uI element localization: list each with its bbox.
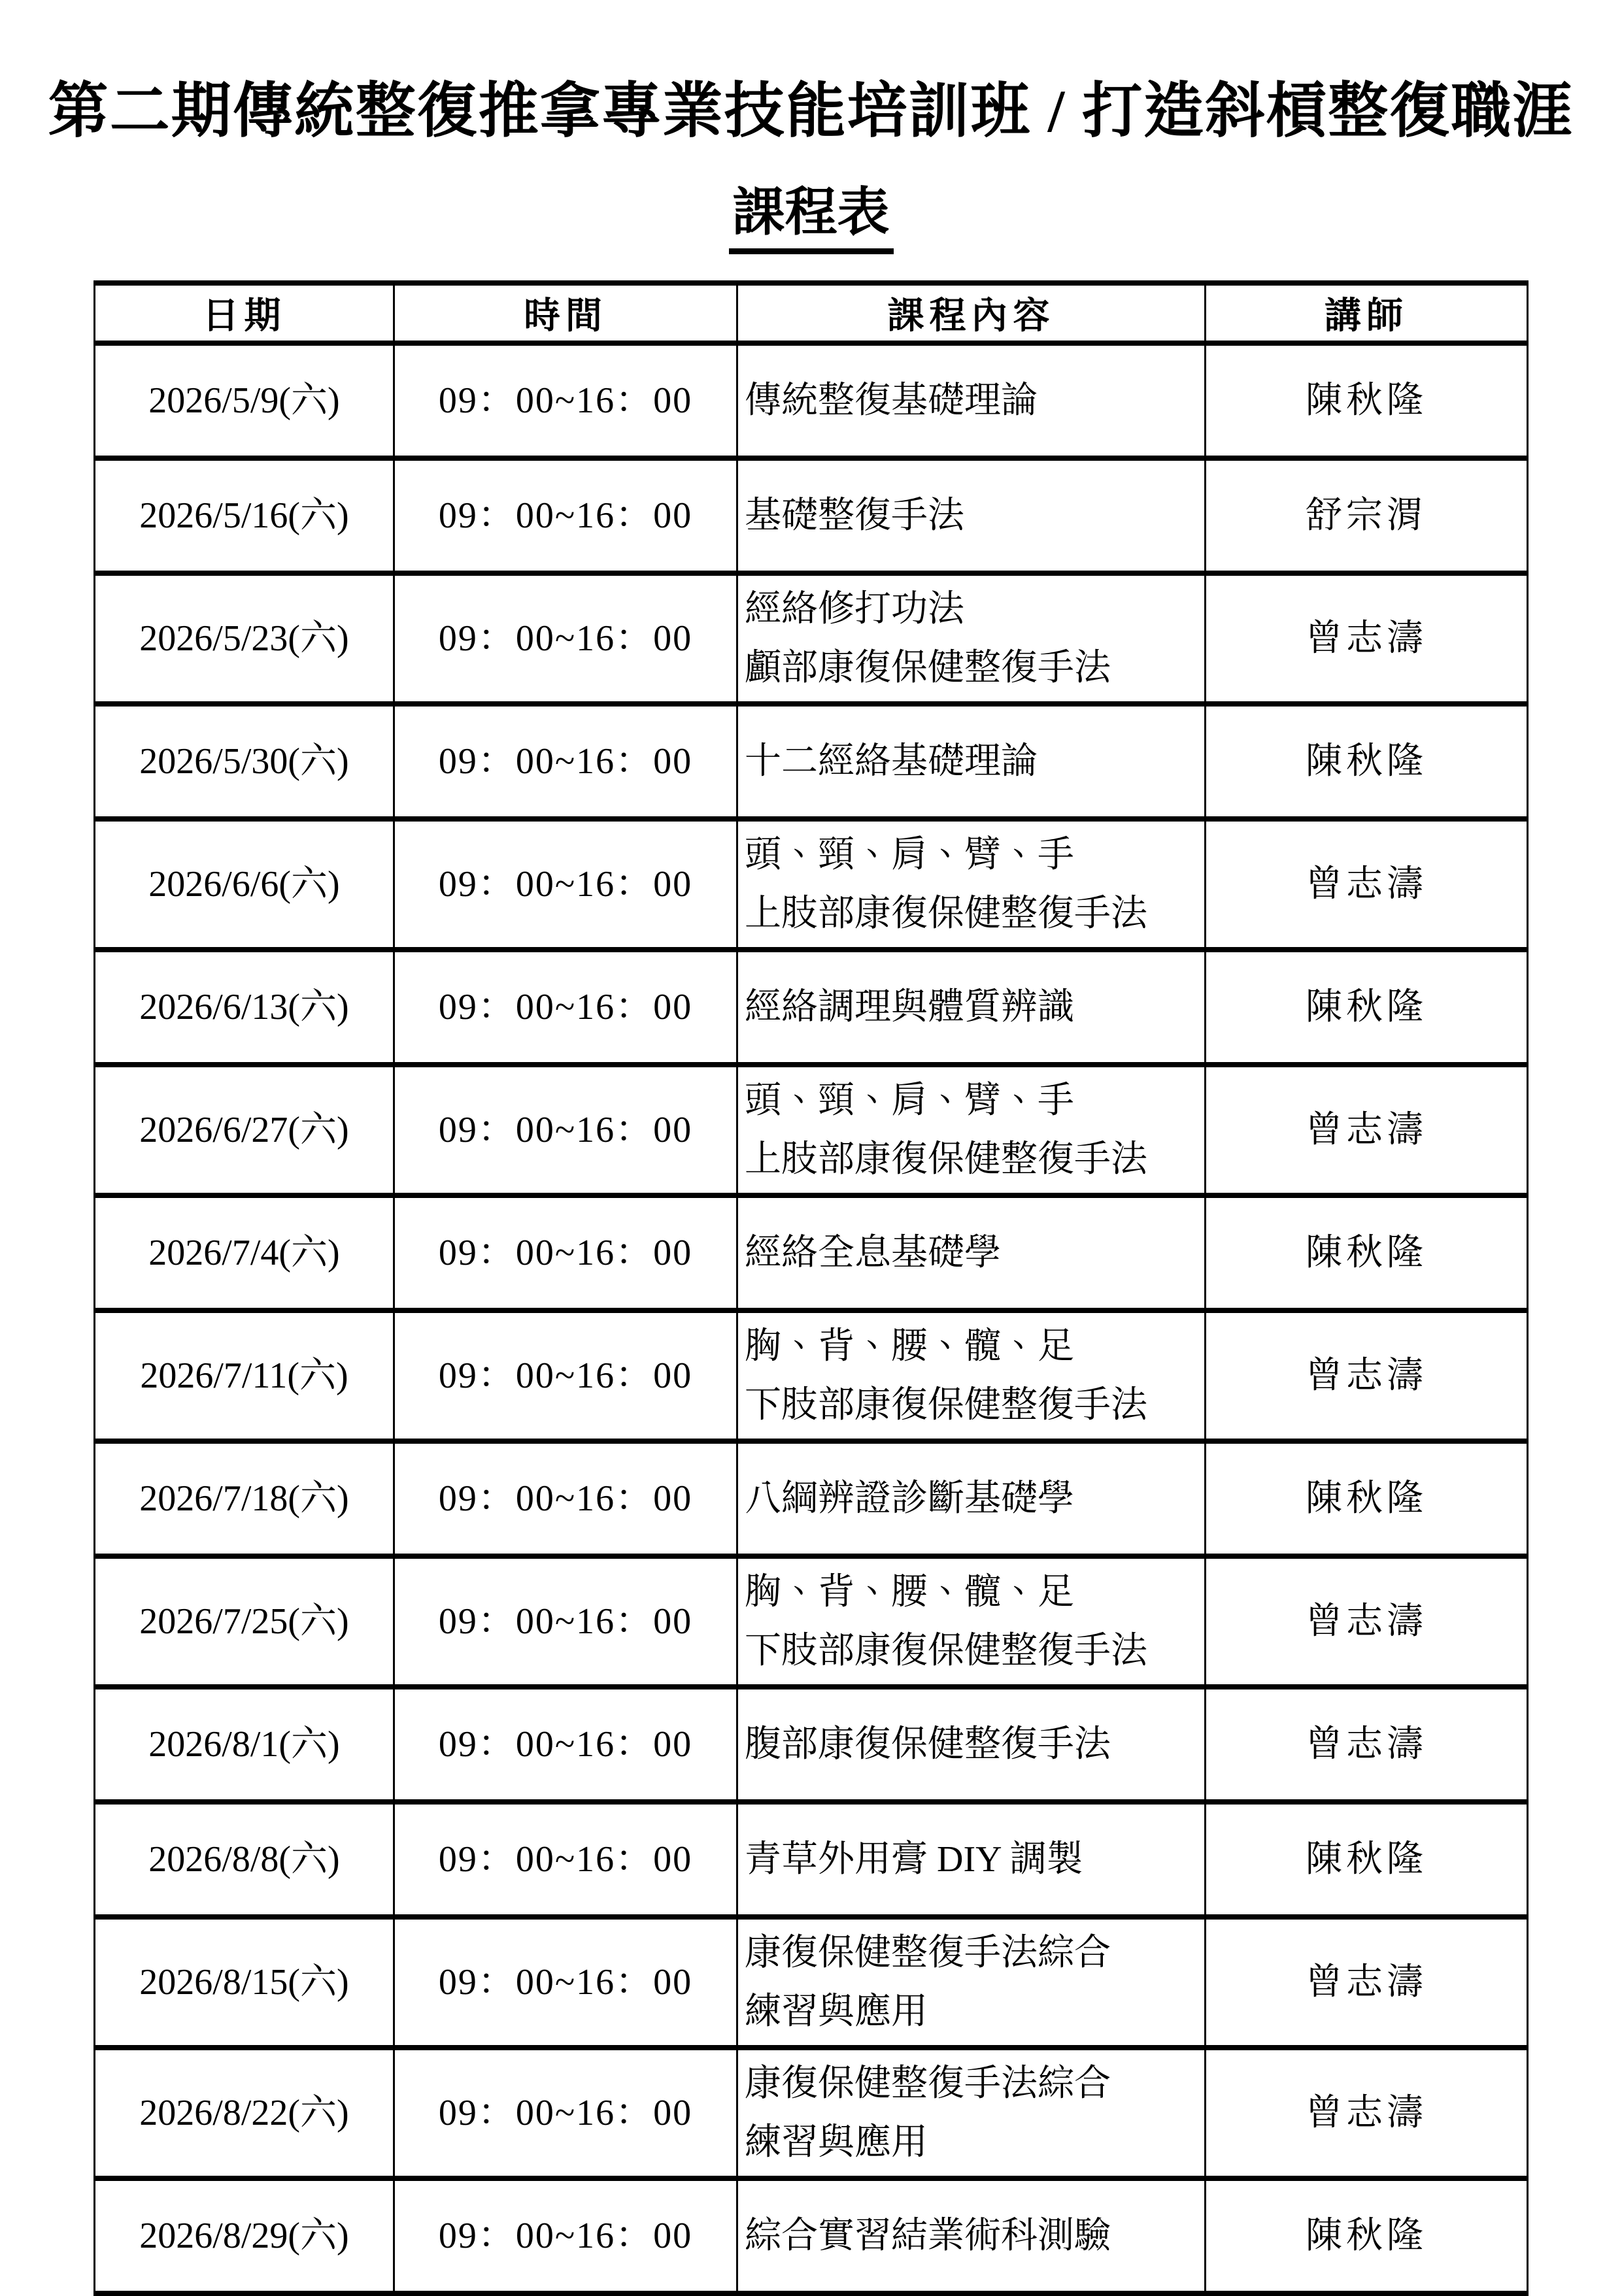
content-cell <box>737 704 1206 819</box>
text-line: 09：00~16：00 <box>438 618 693 659</box>
table-row <box>95 2048 1528 2178</box>
content-cell <box>737 343 1206 458</box>
text-line: 舒宗渭 <box>1306 495 1427 536</box>
date-cell <box>95 950 394 1065</box>
text-line: 八綱辨證診斷基礎學 <box>745 1478 1074 1519</box>
text-line: 練習與應用 <box>745 2121 928 2163</box>
date-cell <box>95 1441 394 1556</box>
table-header <box>95 283 1528 343</box>
text-line: 2026/8/1(六) <box>148 1723 340 1765</box>
instructor-cell <box>1206 343 1528 458</box>
text-line: 下肢部康復保健整復手法 <box>745 1384 1147 1425</box>
date-cell <box>95 819 394 950</box>
text-line: 曾志濤 <box>1306 2092 1427 2133</box>
text-line: 曾志濤 <box>1306 1355 1427 1396</box>
time-cell <box>394 819 737 950</box>
instructor-cell <box>1206 2048 1528 2178</box>
time-cell <box>394 1917 737 2048</box>
text-line: 2026/6/6(六) <box>148 863 340 905</box>
text-line: 陳秋隆 <box>1306 740 1427 782</box>
table-row <box>95 1310 1528 1441</box>
text-line: 09：00~16：00 <box>438 380 693 421</box>
date-cell <box>95 1310 394 1441</box>
table-header-row <box>95 283 1528 343</box>
text-line: 曾志濤 <box>1306 1109 1427 1150</box>
text-line: 頭、頸、肩、臂、手 <box>745 834 1074 875</box>
text-line: 09：00~16：00 <box>438 2092 693 2133</box>
time-cell <box>394 1065 737 1195</box>
date-cell <box>95 573 394 704</box>
date-cell <box>95 343 394 458</box>
date-cell <box>95 1687 394 1802</box>
instructor-cell <box>1206 1441 1528 1556</box>
text-line: 09：00~16：00 <box>438 1109 693 1150</box>
text-line: 經絡全息基礎學 <box>745 1232 1001 1273</box>
text-line: 2026/5/30(六) <box>139 740 349 782</box>
content-cell <box>737 1441 1206 1556</box>
text-line: 09：00~16：00 <box>438 986 693 1027</box>
instructor-cell <box>1206 573 1528 704</box>
text-line: 練習與應用 <box>745 1991 928 2032</box>
table-row <box>95 1917 1528 2048</box>
content-cell <box>737 573 1206 704</box>
instructor-cell <box>1206 2178 1528 2293</box>
date-cell <box>95 2048 394 2178</box>
text-line: 2026/7/4(六) <box>148 1232 340 1273</box>
text-line: 基礎整復手法 <box>745 495 964 536</box>
course-schedule-table <box>93 280 1529 2296</box>
text-line: 胸、背、腰、髖、足 <box>745 1325 1074 1367</box>
time-cell <box>394 458 737 573</box>
text-line: 09：00~16：00 <box>438 1478 693 1519</box>
text-line: 十二經絡基礎理論 <box>745 740 1038 782</box>
date-cell <box>95 1065 394 1195</box>
text-line: 陳秋隆 <box>1306 1232 1427 1273</box>
content-cell <box>737 819 1206 950</box>
text-line: 2026/7/18(六) <box>139 1478 349 1519</box>
table-row <box>95 1195 1528 1310</box>
text-line: 曾志濤 <box>1306 1601 1427 1642</box>
text-line: 曾志濤 <box>1306 618 1427 659</box>
date-cell <box>95 704 394 819</box>
content-cell <box>737 2048 1206 2178</box>
text-line: 09：00~16：00 <box>438 1838 693 1880</box>
text-line: 2026/8/8(六) <box>148 1838 340 1880</box>
instructor-cell <box>1206 704 1528 819</box>
text-line: 陳秋隆 <box>1306 1478 1427 1519</box>
text-line: 陳秋隆 <box>1306 380 1427 421</box>
content-cell <box>737 1195 1206 1310</box>
table-row <box>95 704 1528 819</box>
text-line: 上肢部康復保健整復手法 <box>745 1139 1147 1180</box>
time-cell <box>394 343 737 458</box>
text-line: 傳統整復基礎理論 <box>745 380 1038 421</box>
time-cell <box>394 2178 737 2293</box>
instructor-cell <box>1206 819 1528 950</box>
table-row <box>95 819 1528 950</box>
text-line: 09：00~16：00 <box>438 2215 693 2256</box>
text-line: 曾志濤 <box>1306 863 1427 905</box>
instructor-cell <box>1206 1065 1528 1195</box>
text-line: 陳秋隆 <box>1306 986 1427 1027</box>
text-line: 經絡調理與體質辨識 <box>745 986 1074 1027</box>
column-header-instructor: 講師 <box>1206 283 1528 343</box>
instructor-cell <box>1206 1687 1528 1802</box>
text-line: 09：00~16：00 <box>438 740 693 782</box>
table-row <box>95 1441 1528 1556</box>
table-row <box>95 1802 1528 1917</box>
instructor-cell <box>1206 1310 1528 1441</box>
instructor-cell <box>1206 1556 1528 1687</box>
text-line: 2026/5/23(六) <box>139 618 349 659</box>
content-cell <box>737 1310 1206 1441</box>
table-row <box>95 458 1528 573</box>
text-line: 09：00~16：00 <box>438 495 693 536</box>
content-cell <box>737 1917 1206 2048</box>
time-cell <box>394 1687 737 1802</box>
content-cell <box>737 458 1206 573</box>
content-cell <box>737 1687 1206 1802</box>
content-cell <box>737 1802 1206 1917</box>
text-line: 上肢部康復保健整復手法 <box>745 893 1147 934</box>
schedule-body <box>95 343 1528 2293</box>
time-cell <box>394 1195 737 1310</box>
instructor-cell <box>1206 950 1528 1065</box>
text-line: 2026/7/25(六) <box>139 1601 349 1642</box>
date-cell <box>95 1917 394 2048</box>
table-row <box>95 1687 1528 1802</box>
text-line: 09：00~16：00 <box>438 863 693 905</box>
text-line: 2026/5/16(六) <box>139 495 349 536</box>
instructor-cell <box>1206 458 1528 573</box>
date-cell <box>95 1556 394 1687</box>
time-cell <box>394 704 737 819</box>
text-line: 09：00~16：00 <box>438 1232 693 1273</box>
content-cell <box>737 1065 1206 1195</box>
page-subtitle <box>0 184 1622 254</box>
text-line: 09：00~16：00 <box>438 1961 693 2003</box>
time-cell <box>394 1802 737 1917</box>
text-line: 胸、背、腰、髖、足 <box>745 1571 1074 1612</box>
column-header-content: 課程內容 <box>737 283 1206 343</box>
date-cell <box>95 1802 394 1917</box>
instructor-cell <box>1206 1195 1528 1310</box>
date-cell <box>95 1195 394 1310</box>
text-line: 青草外用膏 DIY 調製 <box>745 1838 1083 1880</box>
time-cell <box>394 1556 737 1687</box>
text-line: 09：00~16：00 <box>438 1355 693 1396</box>
column-header-date: 日期 <box>95 283 394 343</box>
text-line: 09：00~16：00 <box>438 1723 693 1765</box>
text-line: 曾志濤 <box>1306 1723 1427 1765</box>
text-line: 曾志濤 <box>1306 1961 1427 2003</box>
content-cell <box>737 2178 1206 2293</box>
text-line: 2026/8/15(六) <box>139 1961 349 2003</box>
content-cell <box>737 1556 1206 1687</box>
table-row <box>95 1556 1528 1687</box>
text-line: 09：00~16：00 <box>438 1601 693 1642</box>
content-cell <box>737 950 1206 1065</box>
table-row <box>95 573 1528 704</box>
table-row <box>95 950 1528 1065</box>
table-row <box>95 1065 1528 1195</box>
date-cell <box>95 458 394 573</box>
text-line: 腹部康復保健整復手法 <box>745 1723 1111 1765</box>
time-cell <box>394 2048 737 2178</box>
table-row <box>95 2178 1528 2293</box>
text-line: 2026/8/22(六) <box>139 2092 349 2133</box>
text-line: 陳秋隆 <box>1306 2215 1427 2256</box>
text-line: 綜合實習結業術科測驗 <box>745 2215 1111 2256</box>
column-header-time: 時間 <box>394 283 737 343</box>
date-cell <box>95 2178 394 2293</box>
page-title: 第二期傳統整復推拿專業技能培訓班 / 打造斜槓整復職涯 <box>48 78 1574 144</box>
text-line: 2026/8/29(六) <box>139 2215 349 2256</box>
text-line: 康復保健整復手法綜合 <box>745 1932 1111 1973</box>
time-cell <box>394 950 737 1065</box>
text-line: 頭、頸、肩、臂、手 <box>745 1080 1074 1121</box>
text-line: 2026/5/9(六) <box>148 380 340 421</box>
text-line: 2026/6/27(六) <box>139 1109 349 1150</box>
instructor-cell <box>1206 1802 1528 1917</box>
time-cell <box>394 1441 737 1556</box>
instructor-cell <box>1206 1917 1528 2048</box>
text-line: 陳秋隆 <box>1306 1838 1427 1880</box>
text-line: 康復保健整復手法綜合 <box>745 2063 1111 2104</box>
text-line: 2026/7/11(六) <box>140 1355 348 1396</box>
table-row <box>95 343 1528 458</box>
page-subtitle-text: 課程表 <box>729 184 894 254</box>
time-cell <box>394 573 737 704</box>
text-line: 下肢部康復保健整復手法 <box>745 1630 1147 1671</box>
text-line: 2026/6/13(六) <box>139 986 349 1027</box>
text-line: 顱部康復保健整復手法 <box>745 647 1111 688</box>
text-line: 經絡修打功法 <box>745 588 964 629</box>
time-cell <box>394 1310 737 1441</box>
